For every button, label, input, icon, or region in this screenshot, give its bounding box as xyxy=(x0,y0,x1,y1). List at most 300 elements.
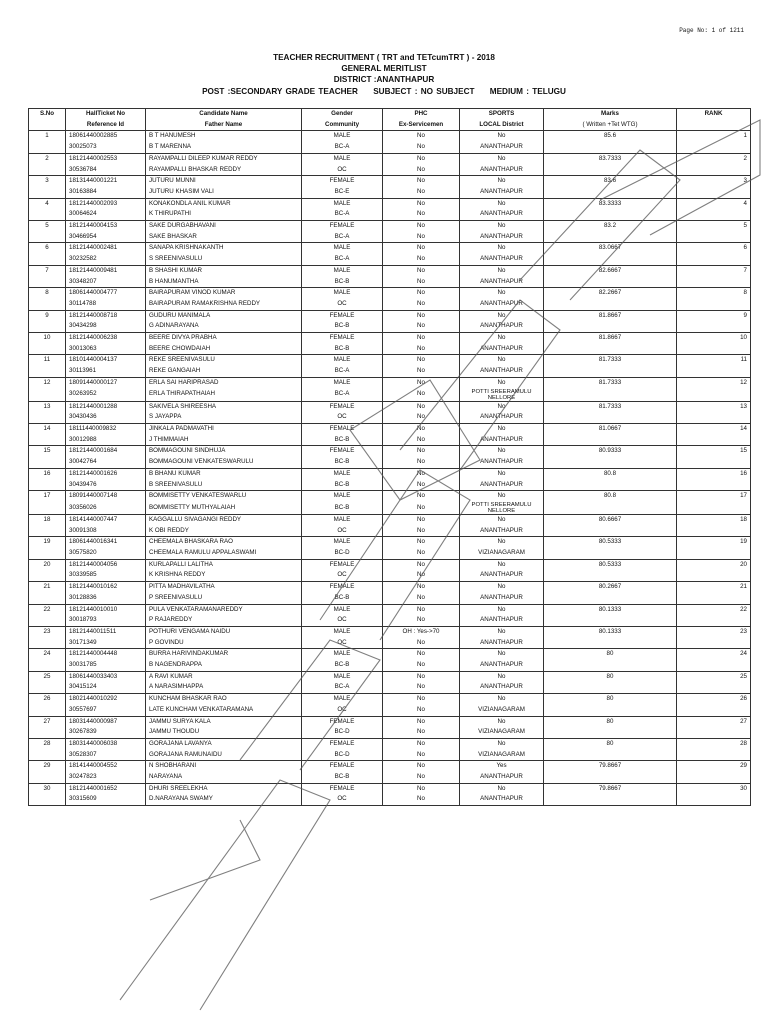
community-cell: OC xyxy=(302,412,383,423)
empty-cell xyxy=(677,232,751,243)
table-row-detail xyxy=(29,412,751,423)
empty-cell xyxy=(29,344,66,355)
table-row-detail xyxy=(29,682,751,693)
table-row-detail xyxy=(29,232,751,243)
community-cell: OC xyxy=(302,615,383,626)
gender-cell: MALE xyxy=(302,604,383,615)
sno-cell: 10 xyxy=(29,333,66,344)
reference-id-cell: 30466954 xyxy=(66,232,146,243)
hallticket-cell: 18091440007148 xyxy=(66,491,146,502)
page-number: Page No: 1 of 1211 xyxy=(679,27,744,34)
sports-cell: No xyxy=(460,716,544,727)
rank-cell: 23 xyxy=(677,626,751,637)
district-label: DISTRICT :ANANTHAPUR xyxy=(333,75,435,84)
community-cell: OC xyxy=(302,299,383,310)
gender-cell: FEMALE xyxy=(302,310,383,321)
gender-cell: MALE xyxy=(302,649,383,660)
table-row-detail xyxy=(29,660,751,671)
sports-cell: No xyxy=(460,582,544,593)
candidate-name-cell: CHEEMALA BHASKARA RAO xyxy=(146,537,302,548)
empty-cell xyxy=(29,772,66,783)
ex-servicemen-cell: No xyxy=(383,526,460,537)
sno-cell: 11 xyxy=(29,355,66,366)
rank-cell: 22 xyxy=(677,604,751,615)
sno-cell: 24 xyxy=(29,649,66,660)
local-district-cell: ANANTHAPUR xyxy=(460,526,544,537)
reference-id-cell: 30031785 xyxy=(66,660,146,671)
table-row xyxy=(29,582,751,593)
table-row-detail xyxy=(29,321,751,332)
table-row xyxy=(29,333,751,344)
col-rank: RANK xyxy=(677,109,751,120)
table-row xyxy=(29,221,751,232)
empty-cell xyxy=(677,727,751,738)
empty-cell xyxy=(544,366,677,377)
community-cell: BC-A xyxy=(302,366,383,377)
community-cell: BC-A xyxy=(302,142,383,153)
ex-servicemen-cell: No xyxy=(383,638,460,649)
ex-servicemen-cell: No xyxy=(383,502,460,515)
father-name-cell: S JAYAPPA xyxy=(146,412,302,423)
phc-cell: No xyxy=(383,446,460,457)
ex-servicemen-cell: No xyxy=(383,457,460,468)
empty-cell xyxy=(29,142,66,153)
table-row xyxy=(29,288,751,299)
community-cell: OC xyxy=(302,705,383,716)
table-row xyxy=(29,738,751,749)
marks-cell: 79.8667 xyxy=(544,783,677,794)
hallticket-cell: 18061440016341 xyxy=(66,537,146,548)
hallticket-cell: 18121440004056 xyxy=(66,559,146,570)
ex-servicemen-cell: No xyxy=(383,277,460,288)
marks-cell: 80 xyxy=(544,671,677,682)
empty-cell xyxy=(544,344,677,355)
local-district-cell: ANANTHAPUR xyxy=(460,794,544,805)
local-district-cell: ANANTHAPUR xyxy=(460,570,544,581)
empty-cell xyxy=(677,660,751,671)
col-marks: Marks xyxy=(544,109,677,120)
marks-cell: 81.7333 xyxy=(544,355,677,366)
phc-cell: No xyxy=(383,559,460,570)
father-name-cell: D.NARAYANA SWAMY xyxy=(146,794,302,805)
hallticket-cell: 18131440001221 xyxy=(66,176,146,187)
hallticket-cell: 18121440009481 xyxy=(66,265,146,276)
marks-cell: 83.2 xyxy=(544,221,677,232)
sports-cell: No xyxy=(460,446,544,457)
community-cell: BC-A xyxy=(302,254,383,265)
candidate-name-cell: KUNCHAM BHASKAR RAO xyxy=(146,694,302,705)
rank-cell: 14 xyxy=(677,423,751,434)
local-district-cell: ANANTHAPUR xyxy=(460,480,544,491)
empty-cell xyxy=(677,570,751,581)
candidate-name-cell: BAIRAPURAM VINOD KUMAR xyxy=(146,288,302,299)
ex-servicemen-cell: No xyxy=(383,165,460,176)
phc-cell: No xyxy=(383,333,460,344)
ex-servicemen-cell: No xyxy=(383,750,460,761)
table-row-detail xyxy=(29,165,751,176)
marks-cell: 83.0667 xyxy=(544,243,677,254)
community-cell: BC-D xyxy=(302,727,383,738)
hallticket-cell: 18031440006038 xyxy=(66,738,146,749)
table-row-detail xyxy=(29,299,751,310)
table-row xyxy=(29,514,751,525)
empty-cell xyxy=(29,321,66,332)
marks-cell: 83.7333 xyxy=(544,153,677,164)
empty-cell xyxy=(29,209,66,220)
table-row xyxy=(29,604,751,615)
empty-cell xyxy=(544,727,677,738)
gender-cell: FEMALE xyxy=(302,582,383,593)
empty-cell xyxy=(677,750,751,761)
father-name-cell: A NARASIMHAPPA xyxy=(146,682,302,693)
empty-cell xyxy=(544,389,677,402)
empty-cell xyxy=(544,638,677,649)
gender-cell: FEMALE xyxy=(302,176,383,187)
empty-cell xyxy=(544,502,677,515)
empty-cell xyxy=(29,254,66,265)
rank-cell: 13 xyxy=(677,401,751,412)
reference-id-cell: 30439476 xyxy=(66,480,146,491)
reference-id-cell: 30430436 xyxy=(66,412,146,423)
table-row xyxy=(29,265,751,276)
empty-cell xyxy=(677,772,751,783)
hallticket-cell: 18111440009832 xyxy=(66,423,146,434)
father-name-cell: G ADINARAYANA xyxy=(146,321,302,332)
hallticket-cell: 18121440001684 xyxy=(66,446,146,457)
gender-cell: MALE xyxy=(302,288,383,299)
table-row xyxy=(29,783,751,794)
father-name-cell: J THIMMAIAH xyxy=(146,435,302,446)
post-subject-medium-line xyxy=(0,87,768,96)
table-row xyxy=(29,671,751,682)
ex-servicemen-cell: No xyxy=(383,480,460,491)
sno-cell: 9 xyxy=(29,310,66,321)
hallticket-cell: 18121440002553 xyxy=(66,153,146,164)
medium-label: MEDIUM : TELUGU xyxy=(489,87,566,96)
candidate-name-cell: RAYAMPALLI DILEEP KUMAR REDDY xyxy=(146,153,302,164)
table-row-detail xyxy=(29,457,751,468)
sno-cell: 25 xyxy=(29,671,66,682)
phc-cell: No xyxy=(383,153,460,164)
table-row xyxy=(29,468,751,479)
father-name-cell: GORAJANA RAMUNAIDU xyxy=(146,750,302,761)
reference-id-cell: 30113961 xyxy=(66,366,146,377)
reference-id-cell: 30536784 xyxy=(66,165,146,176)
candidate-name-cell: BOMMAGOUNI SINDHUJA xyxy=(146,446,302,457)
candidate-name-cell: PULA VENKATARAMANAREDDY xyxy=(146,604,302,615)
community-cell: BC-B xyxy=(302,772,383,783)
sports-cell: No xyxy=(460,783,544,794)
col-community: Community xyxy=(302,120,383,131)
sports-cell: No xyxy=(460,559,544,570)
sports-cell: No xyxy=(460,265,544,276)
candidate-name-cell: JINKALA PADMAVATHI xyxy=(146,423,302,434)
sports-cell: No xyxy=(460,198,544,209)
father-name-cell: BEERE CHOWDAIAH xyxy=(146,344,302,355)
reference-id-cell: 30247823 xyxy=(66,772,146,783)
marks-cell: 80.5333 xyxy=(544,559,677,570)
empty-cell xyxy=(544,299,677,310)
hallticket-cell: 18061440004777 xyxy=(66,288,146,299)
local-district-cell: VIZIANAGARAM xyxy=(460,548,544,559)
table-row xyxy=(29,377,751,388)
gender-cell: MALE xyxy=(302,626,383,637)
sno-cell: 13 xyxy=(29,401,66,412)
rank-cell: 7 xyxy=(677,265,751,276)
candidate-name-cell: KONAKONDLA ANIL KUMAR xyxy=(146,198,302,209)
candidate-name-cell: GORAJANA LAVANYA xyxy=(146,738,302,749)
gender-cell: MALE xyxy=(302,355,383,366)
father-name-cell: BAIRAPURAM RAMAKRISHNA REDDY xyxy=(146,299,302,310)
reference-id-cell: 30163884 xyxy=(66,187,146,198)
ex-servicemen-cell: No xyxy=(383,344,460,355)
sports-cell: No xyxy=(460,377,544,388)
reference-id-cell: 30025073 xyxy=(66,142,146,153)
reference-id-cell: 30315609 xyxy=(66,794,146,805)
gender-cell: MALE xyxy=(302,377,383,388)
marks-cell: 80.9333 xyxy=(544,446,677,457)
community-cell: BC-B xyxy=(302,660,383,671)
hallticket-cell: 18091440000127 xyxy=(66,377,146,388)
phc-cell: No xyxy=(383,221,460,232)
table-row-detail xyxy=(29,209,751,220)
sports-cell: No xyxy=(460,514,544,525)
empty-cell xyxy=(544,660,677,671)
phc-cell: No xyxy=(383,468,460,479)
sports-cell: No xyxy=(460,626,544,637)
ex-servicemen-cell: No xyxy=(383,682,460,693)
phc-cell: No xyxy=(383,355,460,366)
reference-id-cell: 30114788 xyxy=(66,299,146,310)
table-row xyxy=(29,176,751,187)
phc-cell: No xyxy=(383,582,460,593)
ex-servicemen-cell: No xyxy=(383,254,460,265)
community-cell: BC-B xyxy=(302,593,383,604)
candidate-name-cell: SANAPA KRISHNAKANTH xyxy=(146,243,302,254)
empty-cell xyxy=(29,526,66,537)
empty-cell xyxy=(29,502,66,515)
father-name-cell: JAMMU THOUDU xyxy=(146,727,302,738)
father-name-cell: B NAGENDRAPPA xyxy=(146,660,302,671)
empty-cell xyxy=(544,570,677,581)
sno-cell: 21 xyxy=(29,582,66,593)
reference-id-cell: 30339585 xyxy=(66,570,146,581)
empty-cell xyxy=(677,502,751,515)
phc-cell: No xyxy=(383,604,460,615)
sno-cell: 28 xyxy=(29,738,66,749)
marks-cell: 81.0667 xyxy=(544,423,677,434)
empty-cell xyxy=(29,638,66,649)
community-cell: BC-D xyxy=(302,750,383,761)
hallticket-cell: 18121440010010 xyxy=(66,604,146,615)
empty-cell xyxy=(544,526,677,537)
table-row xyxy=(29,310,751,321)
empty-cell xyxy=(677,480,751,491)
ex-servicemen-cell: No xyxy=(383,660,460,671)
candidate-name-cell: SAKE DURGABHAVANI xyxy=(146,221,302,232)
rank-cell: 15 xyxy=(677,446,751,457)
col-gender: Gender xyxy=(302,109,383,120)
empty-cell xyxy=(29,232,66,243)
candidate-name-cell: BURRA HARIVINDAKUMAR xyxy=(146,649,302,660)
marks-cell: 80.5333 xyxy=(544,537,677,548)
sports-cell: No xyxy=(460,153,544,164)
ex-servicemen-cell: No xyxy=(383,794,460,805)
rank-cell: 26 xyxy=(677,694,751,705)
reference-id-cell: 30434298 xyxy=(66,321,146,332)
phc-cell: No xyxy=(383,265,460,276)
ex-servicemen-cell: No xyxy=(383,142,460,153)
community-cell: BC-E xyxy=(302,187,383,198)
marks-cell: 82.2667 xyxy=(544,288,677,299)
father-name-cell: B SREENIVASULU xyxy=(146,480,302,491)
empty-cell xyxy=(544,794,677,805)
table-row-detail xyxy=(29,526,751,537)
hallticket-cell: 18121440002481 xyxy=(66,243,146,254)
table-row-detail xyxy=(29,794,751,805)
sports-cell: No xyxy=(460,604,544,615)
marks-cell: 80 xyxy=(544,738,677,749)
marks-cell: 80.8 xyxy=(544,468,677,479)
hallticket-cell: 18141440004552 xyxy=(66,761,146,772)
sno-cell: 3 xyxy=(29,176,66,187)
local-district-cell: ANANTHAPUR xyxy=(460,772,544,783)
reference-id-cell: 30348207 xyxy=(66,277,146,288)
community-cell: OC xyxy=(302,638,383,649)
empty-cell xyxy=(29,682,66,693)
rank-cell: 20 xyxy=(677,559,751,570)
marks-cell: 80 xyxy=(544,694,677,705)
phc-cell: No xyxy=(383,288,460,299)
gender-cell: MALE xyxy=(302,514,383,525)
ex-servicemen-cell: No xyxy=(383,366,460,377)
sno-cell: 27 xyxy=(29,716,66,727)
gender-cell: MALE xyxy=(302,694,383,705)
local-district-cell: ANANTHAPUR xyxy=(460,187,544,198)
table-row-detail xyxy=(29,502,751,515)
community-cell: BC-A xyxy=(302,209,383,220)
marks-cell: 81.8667 xyxy=(544,333,677,344)
local-district-cell: ANANTHAPUR xyxy=(460,412,544,423)
empty-cell xyxy=(544,457,677,468)
marks-cell: 82.6667 xyxy=(544,265,677,276)
table-row-detail xyxy=(29,705,751,716)
father-name-cell: P GOVINDU xyxy=(146,638,302,649)
sno-cell: 17 xyxy=(29,491,66,502)
phc-cell: No xyxy=(383,401,460,412)
hallticket-cell: 18121440001652 xyxy=(66,783,146,794)
document-title: TEACHER RECRUITMENT ( TRT and TETcumTRT ) - 2018 xyxy=(273,53,495,62)
rank-cell: 2 xyxy=(677,153,751,164)
phc-cell: No xyxy=(383,738,460,749)
community-cell: BC-B xyxy=(302,480,383,491)
candidate-name-cell: BEERE DIVYA PRABHA xyxy=(146,333,302,344)
empty-cell xyxy=(544,277,677,288)
ex-servicemen-cell: No xyxy=(383,705,460,716)
reference-id-cell: 30356026 xyxy=(66,502,146,515)
local-district-cell: VIZIANAGARAM xyxy=(460,705,544,716)
rank-cell: 10 xyxy=(677,333,751,344)
sno-cell: 5 xyxy=(29,221,66,232)
empty-cell xyxy=(29,187,66,198)
gender-cell: MALE xyxy=(302,468,383,479)
sports-cell: No xyxy=(460,671,544,682)
table-row xyxy=(29,446,751,457)
sno-cell: 18 xyxy=(29,514,66,525)
hallticket-cell: 18031440000987 xyxy=(66,716,146,727)
gender-cell: FEMALE xyxy=(302,401,383,412)
empty-cell xyxy=(677,794,751,805)
rank-cell: 16 xyxy=(677,468,751,479)
table-row xyxy=(29,716,751,727)
community-cell: BC-B xyxy=(302,344,383,355)
sno-cell: 12 xyxy=(29,377,66,388)
reference-id-cell: 30091308 xyxy=(66,526,146,537)
table-row-detail xyxy=(29,593,751,604)
empty-cell xyxy=(677,142,751,153)
father-name-cell: K THIRUPATHI xyxy=(146,209,302,220)
community-cell: BC-A xyxy=(302,232,383,243)
table-row xyxy=(29,537,751,548)
empty-cell xyxy=(544,321,677,332)
reference-id-cell: 30415124 xyxy=(66,682,146,693)
reference-id-cell: 30018793 xyxy=(66,615,146,626)
marks-cell: 85.6 xyxy=(544,131,677,142)
table-row-detail xyxy=(29,389,751,402)
reference-id-cell: 30557697 xyxy=(66,705,146,716)
sno-cell: 1 xyxy=(29,131,66,142)
empty-cell xyxy=(544,412,677,423)
empty-cell xyxy=(29,299,66,310)
local-district-cell: ANANTHAPUR xyxy=(460,209,544,220)
father-name-cell: LATE KUNCHAM VENKATARAMANA xyxy=(146,705,302,716)
sports-cell: No xyxy=(460,288,544,299)
father-name-cell: K KRISHNA REDDY xyxy=(146,570,302,581)
phc-cell: No xyxy=(383,243,460,254)
empty-cell xyxy=(677,321,751,332)
candidate-name-cell: DHURI SREELEKHA xyxy=(146,783,302,794)
local-district-cell: ANANTHAPUR xyxy=(460,457,544,468)
table-row xyxy=(29,153,751,164)
ex-servicemen-cell: No xyxy=(383,299,460,310)
local-district-cell: ANANTHAPUR xyxy=(460,638,544,649)
phc-cell: No xyxy=(383,537,460,548)
rank-cell: 8 xyxy=(677,288,751,299)
table-row-detail xyxy=(29,772,751,783)
table-row-detail xyxy=(29,638,751,649)
rank-cell: 3 xyxy=(677,176,751,187)
empty-cell xyxy=(677,299,751,310)
sno-cell: 23 xyxy=(29,626,66,637)
empty-cell xyxy=(677,389,751,402)
empty-cell xyxy=(677,254,751,265)
sno-cell: 22 xyxy=(29,604,66,615)
community-cell: BC-B xyxy=(302,502,383,515)
community-cell: BC-D xyxy=(302,548,383,559)
community-cell: OC xyxy=(302,165,383,176)
local-district-cell: ANANTHAPUR xyxy=(460,299,544,310)
empty-cell xyxy=(544,232,677,243)
ex-servicemen-cell: No xyxy=(383,435,460,446)
empty-cell xyxy=(544,142,677,153)
community-cell: OC xyxy=(302,794,383,805)
local-district-cell: ANANTHAPUR xyxy=(460,254,544,265)
hallticket-cell: 18121440002093 xyxy=(66,198,146,209)
ex-servicemen-cell: No xyxy=(383,772,460,783)
rank-cell: 19 xyxy=(677,537,751,548)
empty-cell xyxy=(29,615,66,626)
sports-cell: No xyxy=(460,537,544,548)
